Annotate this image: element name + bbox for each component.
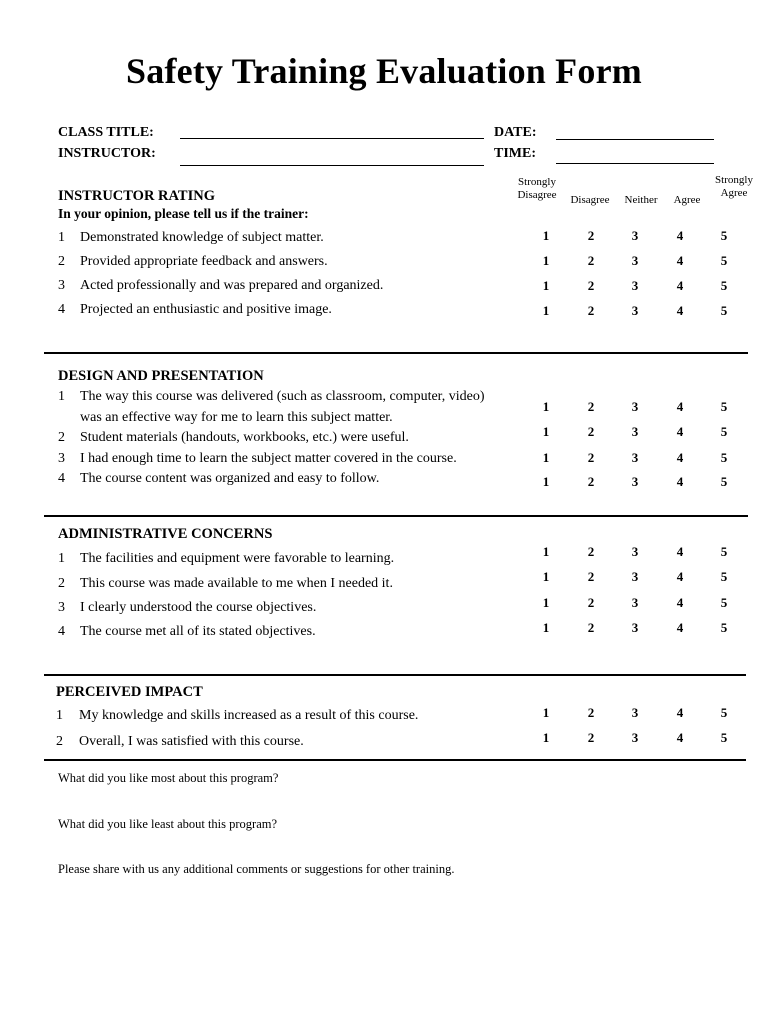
scale-disagree: Disagree (570, 194, 610, 206)
rating-option-3[interactable]: 3 (631, 450, 639, 465)
rating-option-4[interactable]: 4 (676, 569, 684, 584)
section-divider (44, 674, 746, 676)
question-text: Student materials (handouts, workbooks, etc.) were useful. (80, 430, 409, 445)
question-number: 1 (58, 230, 65, 245)
rating-option-2[interactable]: 2 (587, 253, 595, 268)
rating-option-5[interactable]: 5 (720, 595, 728, 610)
rating-option-1[interactable]: 1 (542, 399, 550, 414)
rating-option-1[interactable]: 1 (542, 278, 550, 293)
question-number: 2 (56, 734, 63, 749)
rating-option-4[interactable]: 4 (676, 730, 684, 745)
rating-option-4[interactable]: 4 (676, 399, 684, 414)
rating-option-5[interactable]: 5 (720, 474, 728, 489)
question-text: The facilities and equipment were favorable to learning. (80, 551, 395, 566)
rating-option-2[interactable]: 2 (587, 278, 595, 293)
date-field[interactable] (556, 139, 714, 140)
rating-option-2[interactable]: 2 (587, 303, 595, 318)
open-question-most: What did you like most about this program? (58, 771, 279, 785)
open-question-comments: Please share with us any additional comments or suggestions for other training. (58, 862, 455, 876)
question-number: 3 (58, 451, 65, 466)
rating-option-3[interactable]: 3 (631, 424, 639, 439)
rating-option-4[interactable]: 4 (676, 278, 684, 293)
rating-option-4[interactable]: 4 (676, 595, 684, 610)
rating-option-3[interactable]: 3 (631, 278, 639, 293)
question-number: 2 (58, 254, 65, 269)
rating-option-3[interactable]: 3 (631, 544, 639, 559)
rating-option-2[interactable]: 2 (587, 705, 595, 720)
rating-option-2[interactable]: 2 (587, 228, 595, 243)
class-title-field[interactable] (180, 138, 484, 139)
question-text: Acted professionally and was prepared and organized. (80, 278, 384, 293)
question-text: My knowledge and skills increased as a result of this course. (79, 708, 419, 723)
question-text: The course met all of its stated objectives. (80, 624, 316, 639)
time-field[interactable] (556, 163, 714, 164)
question-number: 4 (58, 624, 65, 639)
rating-option-1[interactable]: 1 (542, 253, 550, 268)
question-text: This course was made available to me when I needed it. (80, 576, 393, 591)
question-number: 2 (58, 576, 65, 591)
instructor-label: INSTRUCTOR: (58, 146, 156, 161)
rating-option-2[interactable]: 2 (587, 450, 595, 465)
section-subtitle: In your opinion, please tell us if the trainer: (58, 206, 309, 221)
rating-option-2[interactable]: 2 (587, 424, 595, 439)
question-number: 3 (58, 600, 65, 615)
question-text: Projected an enthusiastic and positive image. (80, 302, 332, 317)
rating-option-3[interactable]: 3 (631, 620, 639, 635)
form-title: Safety Training Evaluation Form (126, 51, 642, 91)
rating-option-5[interactable]: 5 (720, 228, 728, 243)
rating-option-2[interactable]: 2 (587, 730, 595, 745)
question-number: 1 (56, 708, 63, 723)
rating-option-1[interactable]: 1 (542, 705, 550, 720)
question-text: The course content was organized and easy to follow. (80, 471, 380, 486)
rating-option-5[interactable]: 5 (720, 450, 728, 465)
rating-option-1[interactable]: 1 (542, 595, 550, 610)
section-title: ADMINISTRATIVE CONCERNS (58, 526, 273, 542)
question-text: was an effective way for me to learn this subject matter. (80, 410, 393, 425)
rating-option-2[interactable]: 2 (587, 474, 595, 489)
rating-option-3[interactable]: 3 (631, 705, 639, 720)
rating-option-1[interactable]: 1 (542, 228, 550, 243)
rating-option-4[interactable]: 4 (676, 544, 684, 559)
question-number: 1 (58, 551, 65, 566)
rating-option-1[interactable]: 1 (542, 474, 550, 489)
rating-option-1[interactable]: 1 (542, 544, 550, 559)
rating-option-1[interactable]: 1 (542, 450, 550, 465)
scale-agree: Agree (673, 194, 701, 206)
rating-option-1[interactable]: 1 (542, 620, 550, 635)
question-text: I clearly understood the course objectives. (80, 600, 317, 615)
question-text: Overall, I was satisfied with this course. (79, 734, 304, 749)
rating-option-3[interactable]: 3 (631, 399, 639, 414)
rating-option-3[interactable]: 3 (631, 569, 639, 584)
rating-option-5[interactable]: 5 (720, 424, 728, 439)
rating-option-5[interactable]: 5 (720, 705, 728, 720)
open-question-least: What did you like least about this program? (58, 817, 278, 831)
question-text: Provided appropriate feedback and answers. (80, 254, 328, 269)
rating-option-4[interactable]: 4 (676, 424, 684, 439)
section-divider (44, 759, 746, 761)
scale-strongly-agree: Strongly Agree (715, 174, 753, 199)
rating-option-2[interactable]: 2 (587, 544, 595, 559)
rating-option-4[interactable]: 4 (676, 303, 684, 318)
rating-option-3[interactable]: 3 (631, 303, 639, 318)
rating-option-5[interactable]: 5 (720, 278, 728, 293)
rating-option-4[interactable]: 4 (676, 253, 684, 268)
question-text: The way this course was delivered (such as classroom, computer, video) (80, 389, 485, 404)
rating-option-2[interactable]: 2 (587, 595, 595, 610)
question-number: 3 (58, 278, 65, 293)
rating-option-5[interactable]: 5 (720, 569, 728, 584)
rating-option-2[interactable]: 2 (587, 399, 595, 414)
scale-strongly-disagree: Strongly Disagree (517, 176, 557, 201)
rating-option-4[interactable]: 4 (676, 474, 684, 489)
section-title: INSTRUCTOR RATING (58, 188, 215, 204)
section-divider (44, 515, 748, 517)
section-title: PERCEIVED IMPACT (56, 684, 203, 700)
rating-option-4[interactable]: 4 (676, 620, 684, 635)
rating-option-4[interactable]: 4 (676, 705, 684, 720)
question-number: 4 (58, 471, 65, 486)
rating-option-5[interactable]: 5 (720, 399, 728, 414)
rating-option-1[interactable]: 1 (542, 424, 550, 439)
rating-option-5[interactable]: 5 (720, 253, 728, 268)
rating-option-4[interactable]: 4 (676, 228, 684, 243)
rating-option-2[interactable]: 2 (587, 569, 595, 584)
rating-option-1[interactable]: 1 (542, 569, 550, 584)
rating-option-5[interactable]: 5 (720, 730, 728, 745)
rating-option-1[interactable]: 1 (542, 730, 550, 745)
rating-option-3[interactable]: 3 (631, 474, 639, 489)
rating-option-3[interactable]: 3 (631, 228, 639, 243)
rating-option-3[interactable]: 3 (631, 253, 639, 268)
question-text: Demonstrated knowledge of subject matter. (80, 230, 324, 245)
section-title: DESIGN AND PRESENTATION (58, 368, 264, 384)
instructor-field[interactable] (180, 165, 484, 166)
date-label: DATE: (494, 125, 537, 140)
rating-option-2[interactable]: 2 (587, 620, 595, 635)
section-divider (44, 352, 748, 354)
question-number: 1 (58, 389, 65, 404)
class-title-label: CLASS TITLE: (58, 125, 154, 140)
rating-option-1[interactable]: 1 (542, 303, 550, 318)
question-number: 2 (58, 430, 65, 445)
time-label: TIME: (494, 146, 536, 161)
question-text: I had enough time to learn the subject matter covered in the course. (80, 451, 457, 466)
rating-option-4[interactable]: 4 (676, 450, 684, 465)
rating-option-5[interactable]: 5 (720, 303, 728, 318)
scale-neither: Neither (624, 194, 658, 206)
rating-option-3[interactable]: 3 (631, 595, 639, 610)
rating-option-5[interactable]: 5 (720, 620, 728, 635)
rating-option-3[interactable]: 3 (631, 730, 639, 745)
rating-option-5[interactable]: 5 (720, 544, 728, 559)
question-number: 4 (58, 302, 65, 317)
